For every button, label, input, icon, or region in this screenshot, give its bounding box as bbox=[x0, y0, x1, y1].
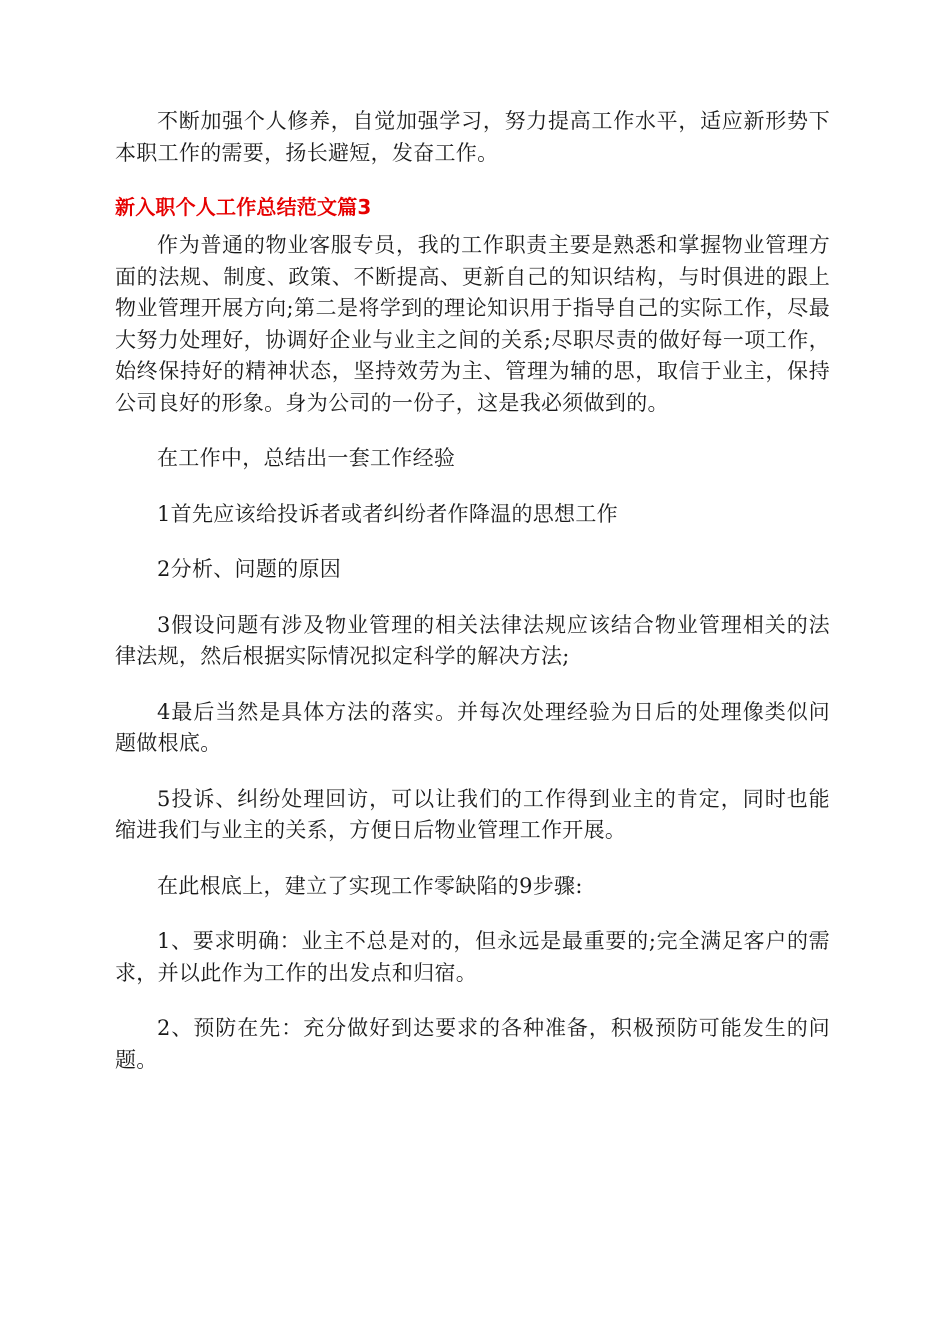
paragraph-prevention-first: 2、预防在先：充分做好到达要求的各种准备，积极预防可能发生的问题。 bbox=[115, 1016, 830, 1072]
paragraph-step-2: 2分析、问题的原因 bbox=[157, 557, 342, 581]
paragraph-duties: 作为普通的物业客服专员，我的工作职责主要是熟悉和掌握物业管理方面的法规、制度、政策、不断提高、更新自己的知识结构，与时俱进的跟上物业管理开展方向;第二是将学到的理论知识用于指导自己的实际工作，尽最大努力处理好，协调好企业与业主之间的关系;尽职尽责的做好每一项工作，始终保持好的精神状态，坚持效劳为主、管理为辅的思，取信于业主，保持公司良好的形象。身为公司的一份子，这是我必须做到的。 bbox=[115, 233, 830, 415]
document-page bbox=[115, 106, 830, 1076]
intro-paragraph: 不断加强个人修养，自觉加强学习，努力提高工作水平，适应新形势下本职工作的需要，扬长避短，发奋工作。 bbox=[115, 109, 830, 165]
paragraph-nine-steps-intro: 在此根底上，建立了实现工作零缺陷的9步骤: bbox=[157, 873, 583, 898]
section-heading: 新入职个人工作总结范文篇3 bbox=[115, 195, 372, 219]
paragraph-step-1: 1首先应该给投诉者或者纠纷者作降温的思想工作 bbox=[157, 501, 618, 526]
paragraph-requirement-clear: 1、要求明确：业主不总是对的，但永远是最重要的;完全满足客户的需求，并以此作为工作的出发点和归宿。 bbox=[115, 929, 830, 985]
paragraph-experience-intro: 在工作中，总结出一套工作经验 bbox=[157, 446, 456, 470]
paragraph-step-3: 3假设问题有涉及物业管理的相关法律法规应该结合物业管理相关的法律法规，然后根据实际情况拟定科学的解决方法; bbox=[115, 612, 830, 668]
paragraph-step-5: 5投诉、纠纷处理回访，可以让我们的工作得到业主的肯定，同时也能缩进我们与业主的关系，方便日后物业管理工作开展。 bbox=[115, 786, 830, 842]
paragraph-step-4: 4最后当然是具体方法的落实。并每次处理经验为日后的处理像类似问题做根底。 bbox=[115, 699, 830, 755]
